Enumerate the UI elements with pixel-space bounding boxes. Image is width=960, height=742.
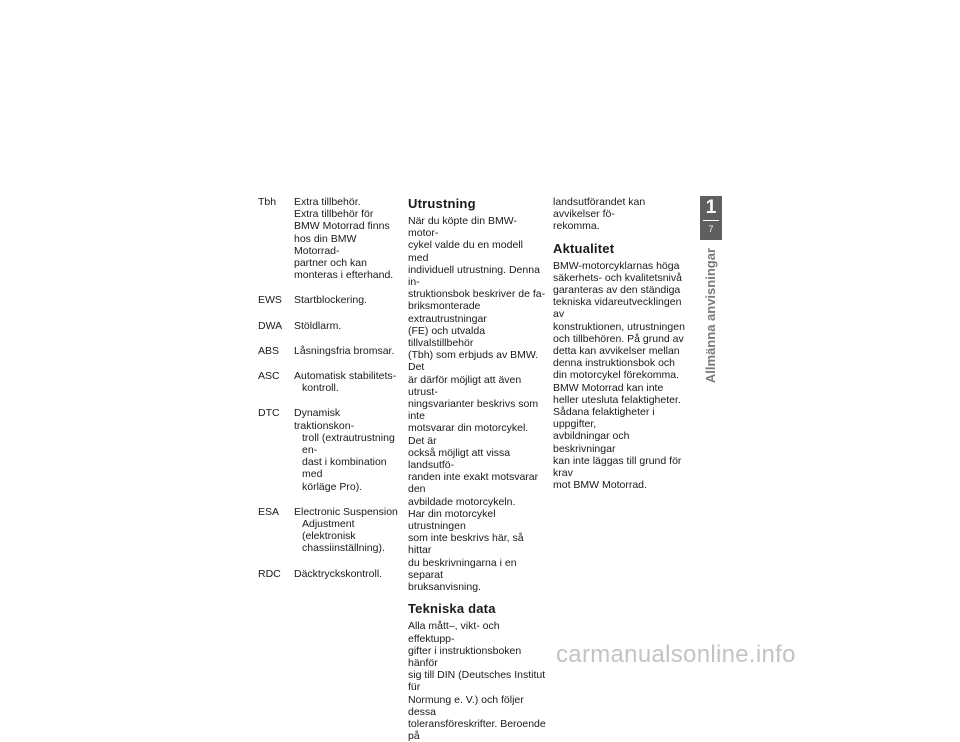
- abbreviation-text: Dynamisk traktionskon-: [294, 407, 355, 432]
- abbreviation-item: [258, 294, 398, 306]
- abbreviation-key: DWA: [258, 319, 283, 332]
- abbreviation-text: Electronic Suspension: [294, 505, 398, 518]
- chapter-tab: [700, 196, 722, 240]
- abbreviation-key: ASC: [258, 370, 280, 383]
- abbreviation-key: RDC: [258, 567, 281, 580]
- abbreviation-text: Låsningsfria bromsar.: [294, 344, 395, 357]
- chapter-number: 1: [705, 197, 717, 218]
- chapter-divider: [703, 220, 719, 221]
- abbreviation-text: Stöldlarm.: [294, 319, 342, 332]
- abbreviation-item: [258, 345, 398, 357]
- abbreviation-key: EWS: [258, 294, 282, 307]
- section-text-tekniska-data: Alla mått–, vikt- och effektupp- gifter i instruktionsboken hänför sig till DIN (Deutsches Institut für Normung e. V.) och följer dessa toleransföreskrifter. Beroende på: [408, 620, 546, 742]
- middle-column: [408, 196, 546, 742]
- abbreviation-text: Extra tillbehör.: [294, 196, 361, 208]
- section-text-utrustning: När du köpte din BMW-motor- cykel valde du en modell med individuell utrustning. Denna in- struktionsbok beskriver de fa- briksmonterade extrautrustningar (FE) och utvalda tillvalstillbehör (Tbh) som erbjuds av BMW. Det är därför möjligt att även utrust- ningsvarianter beskrivs som inte motsvarar din motorcykel. Det är också möjligt att vissa landsutfö- randen inte exakt motsvarar den avbildade motorcykeln. Har din motorcykel utrustningen som inte beskrivs här, så hittar du beskrivningarna i en separat bruksanvisning.: [408, 215, 546, 594]
- chapter-title: Allmänna anvisningar: [703, 248, 718, 384]
- abbreviation-list: [258, 196, 398, 593]
- right-column: [553, 196, 691, 491]
- page-number: 7: [708, 224, 714, 234]
- section-text-aktualitet: BMW-motorcyklarnas höga säkerhets- och kvalitetsnivå garanteras av den ständiga tekniska vidareutvecklingen av konstruktionen, utrustningen och tillbehören. På grund av detta kan avvikelser mellan denna instruktionsbok och din motorcykel förekomma. BMW Motorrad kan inte heller utesluta felaktigheter. Sådana felaktigheter i uppgifter, avbildningar och beskrivningar kan inte läggas till grund för krav mot BMW Motorrad.: [553, 259, 685, 492]
- continued-text: landsutförandet kan avvikelser fö- rekomma.: [553, 196, 646, 233]
- section-heading-utrustning: Utrustning: [408, 196, 476, 211]
- abbreviation-text-continued: Adjustment (elektronisk chassiinställning).: [302, 518, 385, 555]
- watermark: carmanualsonline.info: [556, 641, 796, 668]
- abbreviation-item: [258, 407, 398, 492]
- abbreviation-key: DTC: [258, 407, 280, 420]
- abbreviation-text: Däcktryckskontroll.: [294, 567, 383, 580]
- section-heading-aktualitet: Aktualitet: [553, 240, 615, 256]
- abbreviation-text-continued: Extra tillbehör för BMW Motorrad finns hos din BMW Motorrad- partner och kan monteras i efterhand.: [294, 208, 394, 282]
- abbreviation-key: ABS: [258, 344, 280, 357]
- abbreviation-item: [258, 506, 398, 555]
- abbreviation-item: [258, 370, 398, 394]
- abbreviation-text-continued: kontroll.: [302, 382, 339, 395]
- abbreviation-item: [258, 568, 398, 580]
- abbreviation-text: Startblockering.: [294, 294, 367, 307]
- abbreviation-key: ESA: [258, 505, 280, 518]
- abbreviation-item: [258, 320, 398, 332]
- abbreviation-key: Tbh: [258, 196, 277, 208]
- abbreviation-text: Automatisk stabilitets-: [294, 370, 397, 383]
- chapter-side-label: [696, 248, 726, 408]
- section-heading-tekniska-data: Tekniska data: [408, 601, 496, 617]
- abbreviation-text-continued: troll (extrautrustning en- dast i kombination med körläge Pro).: [302, 431, 395, 493]
- abbreviation-item: [258, 196, 398, 281]
